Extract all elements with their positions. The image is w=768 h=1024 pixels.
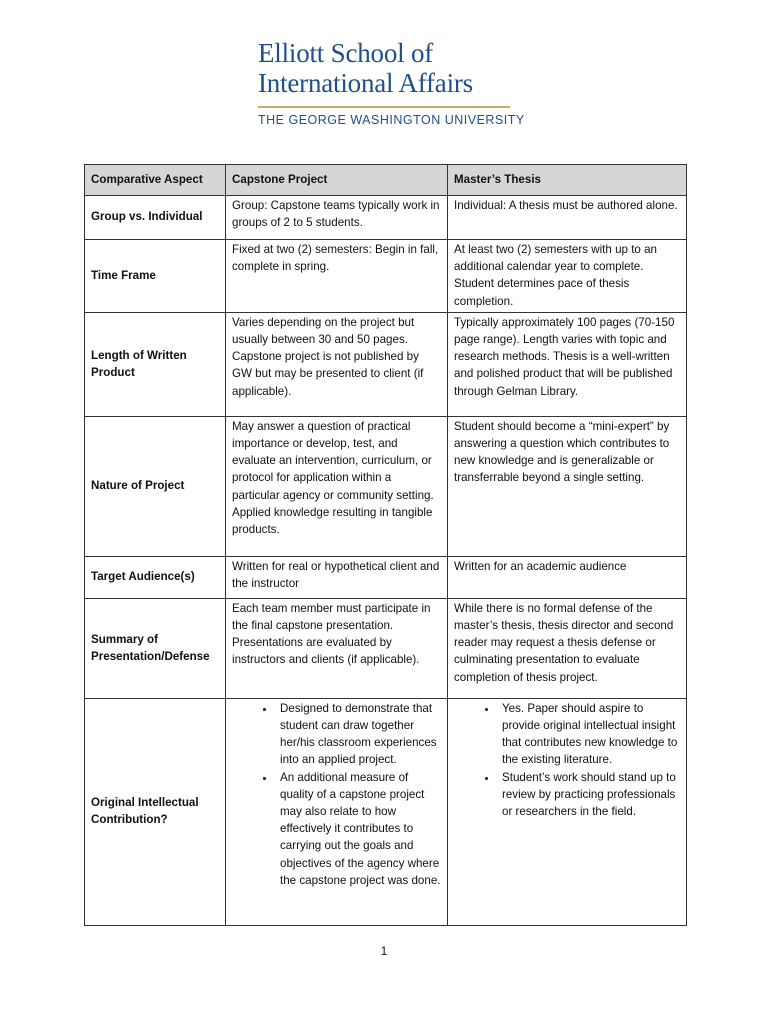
logo-divider (258, 106, 510, 108)
list-item: • An additional measure of quality of a capstone project may also relate to how effectively it contributes to carrying out the goals and objectives of the agency where the capstone project was done. (276, 769, 441, 889)
row-aspect: Original Intellectual Contribution? (85, 698, 226, 925)
capstone-cell: Fixed at two (2) semesters: Begin in fall, complete in spring. (226, 240, 448, 313)
list-item: • Student’s work should stand up to review by practicing professionals or researchers in the field. (498, 769, 680, 821)
table-row (85, 556, 687, 598)
capstone-cell: Written for real or hypothetical client and the instructor (226, 556, 448, 598)
logo-line-2: International Affairs (258, 68, 473, 98)
header-thesis: Master’s Thesis (448, 165, 687, 196)
page-number: 1 (380, 944, 388, 958)
header-aspect: Comparative Aspect (85, 165, 226, 196)
row-aspect: Length of Written Product (85, 312, 226, 416)
table-row (85, 240, 687, 313)
comparison-table (84, 164, 687, 926)
thesis-cell: Student should become a “mini-expert” by answering a question which contributes to new knowledge and is generalizable or transferrable beyond a single setting. (448, 416, 687, 556)
thesis-cell: Written for an academic audience (448, 556, 687, 598)
thesis-cell (448, 698, 687, 925)
table-row (85, 598, 687, 698)
row-aspect: Time Frame (85, 240, 226, 313)
header-capstone: Capstone Project (226, 165, 448, 196)
capstone-cell: Varies depending on the project but usually between 30 and 50 pages. Capstone project is not published by GW but may be presented to client (if applicable). (226, 312, 448, 416)
capstone-bullet-list (232, 700, 441, 889)
thesis-cell: Individual: A thesis must be authored alone. (448, 196, 687, 240)
capstone-cell: May answer a question of practical importance or develop, test, and evaluate an intervention, curriculum, or protocol for application within a particular agency or community setting. Applied knowledge resulting in tangible products. (226, 416, 448, 556)
row-aspect: Group vs. Individual (85, 196, 226, 240)
thesis-cell: Typically approximately 100 pages (70-150 page range). Length varies with topic and research methods. Thesis is a well-written and polished product that will be published through Gelman Library. (448, 312, 687, 416)
thesis-bullet-list (454, 700, 680, 820)
logo-line-1: Elliott School of (258, 38, 434, 68)
thesis-cell: While there is no formal defense of the master’s thesis, thesis director and second reader may request a thesis defense or culminating presentation to evaluate completion of thesis project. (448, 598, 687, 698)
university-name: THE GEORGE WASHINGTON UNIVERSITY (258, 113, 525, 127)
capstone-cell (226, 698, 448, 925)
capstone-cell: Each team member must participate in the final capstone presentation. Presentations are evaluated by instructors and clients (if applicable). (226, 598, 448, 698)
table-row (85, 416, 687, 556)
school-logo (258, 38, 525, 127)
thesis-cell: At least two (2) semesters with up to an additional calendar year to complete. Student determines pace of thesis completion. (448, 240, 687, 313)
table-row (85, 196, 687, 240)
list-item: • Yes. Paper should aspire to provide original intellectual insight that contributes new knowledge to the existing literature. (498, 700, 680, 769)
row-aspect: Nature of Project (85, 416, 226, 556)
table-row (85, 698, 687, 925)
row-aspect: Summary of Presentation/Defense (85, 598, 226, 698)
table-header-row (85, 165, 687, 196)
capstone-cell: Group: Capstone teams typically work in groups of 2 to 5 students. (226, 196, 448, 240)
list-item: • Designed to demonstrate that student can draw together her/his classroom experiences into an applied project. (276, 700, 441, 769)
table-row (85, 312, 687, 416)
row-aspect: Target Audience(s) (85, 556, 226, 598)
